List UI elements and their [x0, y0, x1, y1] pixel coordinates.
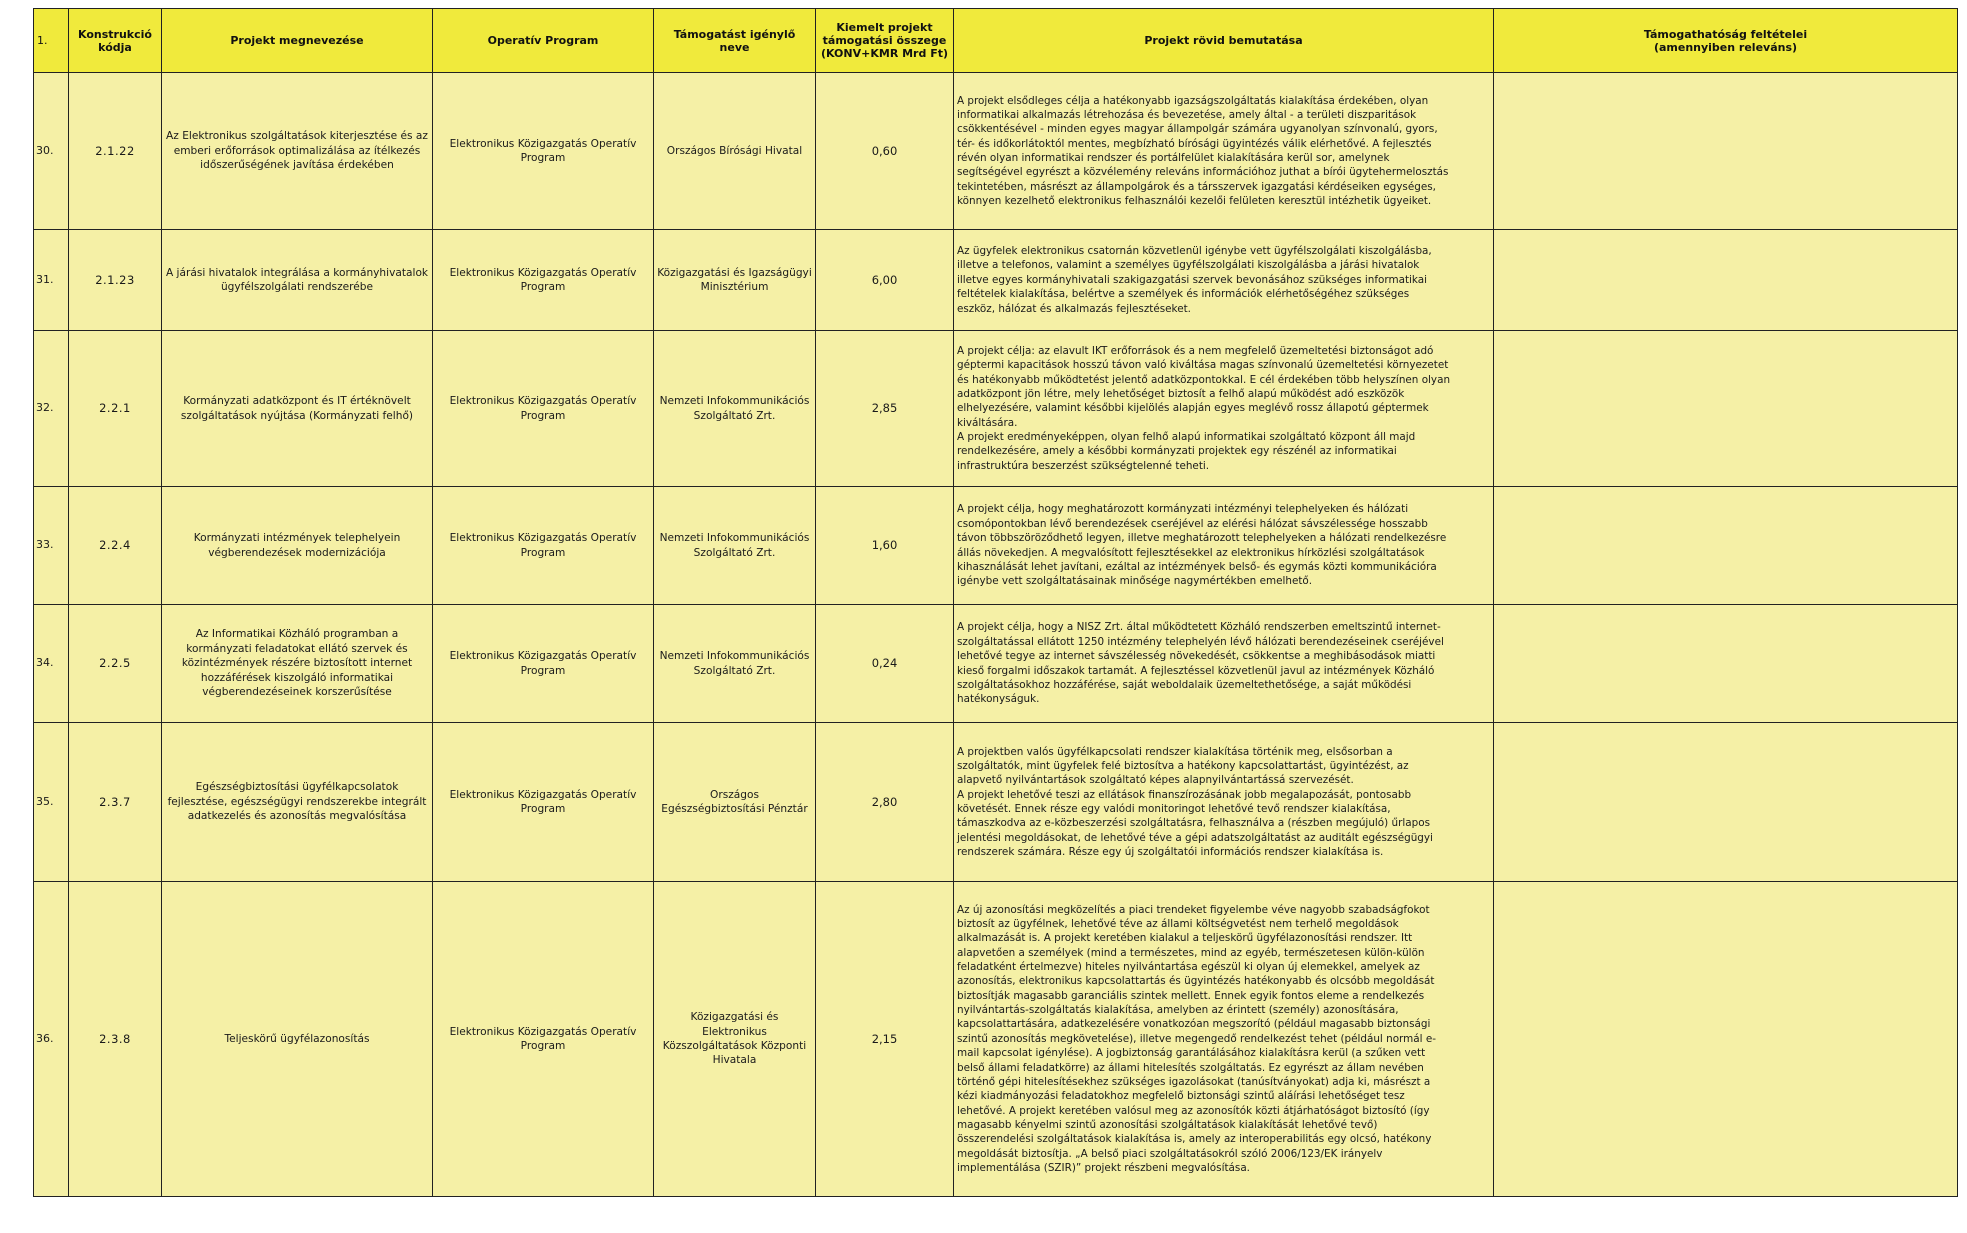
row-operative-program: Elektronikus Közigazgatás Operatív Program	[433, 331, 654, 487]
row-amount: 2,85	[816, 331, 954, 487]
row-conditions	[1494, 73, 1958, 230]
row-amount: 2,80	[816, 723, 954, 882]
row-num: 32.	[34, 331, 69, 487]
row-amount: 6,00	[816, 230, 954, 331]
header-operative-program: Operatív Program	[433, 9, 654, 73]
row-project-name: Az Informatikai Közháló programban a kormányzati feladatokat ellátó szervek és közintézmények részére biztosított internet hozzáférések kiszolgáló informatikai végberendezéseinek korszerűsítése	[162, 605, 433, 723]
page	[33, 8, 1958, 1197]
row-description-text: Az új azonosítási megközelítés a piaci trendeket figyelembe véve nagyobb szabadságfokot biztosít az ügyfélnek, lehetővé téve az állami költségvetést nem terhelő megoldások alkalmazását is. A projekt keretében kialakul a teljeskörű ügyfélazonosítási rendszer. Itt alapvetően a személyek (mind a természetes, mind az egyéb, természetesen külön-külön feladatként értelmezve) hiteles nyilvántartása egészül ki olyan új elemekkel, amelyek az azonosítás, elektronikus kapcsolattartás és ügyintézés hatékonyabb és olcsóbb megoldását biztosítják magasabb garanciális szintek mellett. Ennek egyik fontos eleme a rendelkezés nyilvántartás-szolgáltatás kialakítása, amelyben az érintett (személy) azonosítására, kapcsolattartására, adatkezelésére vonatkozóan megszorító (például magasabb biztonsági szintű azonosítás megkövetelése), illetve megengedő rendelkezést tehet (például normál e- mail kapcsolat igénylése). A jogbiztonság garantálásához kialakításra kerül (a szűken vett belső állami feladatkörre) az állami hitelesítés szolgáltatás. Ez egyrészt az állam nevében történő gépi hitelesítésekhez szükséges igazolásokat (tanúsítványokat) adja ki, másrészt a kézi kiadmányozási feladatokhoz megfelelő biztonsági szintű aláírási lehetőséget tesz lehetővé. A projekt keretében valósul meg az azonosítók közti átjárhatóságot biztosító (így magasabb kényelmi szintű azonosítási szolgáltatások kialakítását lehetővé tevő) összerendelési szolgáltatások kialakítása is, amely az interoperabilitás egy olcsó, hatékony megoldását biztosítja. „A belső piaci szolgáltatásokról szóló 2006/123/EK irányelv implementálása (SZIR)” projekt részbeni megvalósítása.	[957, 903, 1436, 1174]
row-code: 2.1.23	[69, 230, 162, 331]
header-conditions: Támogathatóság feltételei (amennyiben releváns)	[1494, 9, 1958, 73]
table-row	[34, 723, 1958, 882]
row-conditions	[1494, 230, 1958, 331]
row-description	[954, 331, 1494, 487]
row-code: 2.2.1	[69, 331, 162, 487]
row-project-name: Az Elektronikus szolgáltatások kiterjesztése és az emberi erőforrások optimalizálása az ítélkezés időszerűségének javítása érdekében	[162, 73, 433, 230]
row-applicant: Országos Bírósági Hivatal	[654, 73, 816, 230]
header-applicant: Támogatást igénylő neve	[654, 9, 816, 73]
table-row	[34, 230, 1958, 331]
row-description-text: A projektben valós ügyfélkapcsolati rendszer kialakítása történik meg, elsősorban a szolgáltatók, mint ügyfelek felé biztosítva a hatékony kapcsolattartást, ügyintézést, az alapvető nyilvántartások szolgáltató képes alapnyilvántartássá szervezését. A projekt lehetővé teszi az ellátások finanszírozásának jobb megalapozását, pontosabb követését. Ennek része egy valódi monitoringot lehetővé tevő rendszer kialakítása, támaszkodva az e-közbeszerzési szolgáltatásra, felhasználva a (részben megújuló) űrlapos jelentési megoldásokat, de lehetővé téve a gépi adatszolgáltatást az auditált egészségügyi rendszerek számára. Része egy új szolgáltatói információs rendszer kialakítása is.	[957, 745, 1433, 859]
row-num: 36.	[34, 882, 69, 1197]
row-description	[954, 723, 1494, 882]
row-description-text: A projekt célja, hogy a NISZ Zrt. által működtetett Közháló rendszerben emeltszintű internet- szolgáltatással ellátott 1250 intézmény telephelyén lévő hálózati berendezéseinek cseréjével lehetővé tegye az internet sávszélesség növekedését, csökkentse a meghibásodások miatti kieső forgalmi időszakok tartamát. A fejlesztéssel közvetlenül javul az intézmények Közháló szolgáltatásokhoz hozzáférése, saját weboldalaik üzemeltethetősége, a saját működési hatékonyságuk.	[957, 621, 1444, 706]
row-code: 2.3.8	[69, 882, 162, 1197]
header-num: 1.	[34, 9, 69, 73]
row-code: 2.2.5	[69, 605, 162, 723]
table-header	[34, 9, 1958, 73]
row-num: 34.	[34, 605, 69, 723]
row-project-name: Kormányzati adatközpont és IT értéknövelt szolgáltatások nyújtása (Kormányzati felhő)	[162, 331, 433, 487]
row-applicant: Nemzeti Infokommunikációs Szolgáltató Zrt.	[654, 331, 816, 487]
row-description	[954, 882, 1494, 1197]
row-conditions	[1494, 723, 1958, 882]
row-amount: 2,15	[816, 882, 954, 1197]
row-num: 31.	[34, 230, 69, 331]
row-applicant: Közigazgatási és Igazságügyi Minisztérium	[654, 230, 816, 331]
row-conditions	[1494, 882, 1958, 1197]
row-amount: 0,60	[816, 73, 954, 230]
row-operative-program: Elektronikus Közigazgatás Operatív Program	[433, 882, 654, 1197]
header-project-name: Projekt megnevezése	[162, 9, 433, 73]
row-operative-program: Elektronikus Közigazgatás Operatív Program	[433, 230, 654, 331]
header-amount: Kiemelt projekt támogatási összege (KONV+KMR Mrd Ft)	[816, 9, 954, 73]
table-row	[34, 882, 1958, 1197]
row-description-text: Az ügyfelek elektronikus csatornán közvetlenül igénybe vett ügyfélszolgálati kiszolgálásba, illetve a telefonos, valamint a személyes ügyfélszolgálati kiszolgálásba a járási hivatalok illetve egyes kormányhivatali szakigazgatási szervek bevonásához szükséges informatikai feltételek kialakítása, belértve a személyek és információk elérhetőségéhez szükséges eszköz, hálózat és alkalmazás fejlesztéseket.	[957, 245, 1432, 315]
row-operative-program: Elektronikus Közigazgatás Operatív Program	[433, 605, 654, 723]
row-description	[954, 73, 1494, 230]
row-conditions	[1494, 605, 1958, 723]
row-operative-program: Elektronikus Közigazgatás Operatív Program	[433, 73, 654, 230]
row-code: 2.2.4	[69, 487, 162, 605]
row-code: 2.3.7	[69, 723, 162, 882]
row-applicant: Nemzeti Infokommunikációs Szolgáltató Zrt.	[654, 487, 816, 605]
table-row	[34, 73, 1958, 230]
row-project-name: Egészségbiztosítási ügyfélkapcsolatok fejlesztése, egészségügyi rendszerekbe integrált adatkezelés és azonosítás megvalósítása	[162, 723, 433, 882]
row-conditions	[1494, 331, 1958, 487]
row-description-text: A projekt elsődleges célja a hatékonyabb igazságszolgáltatás kialakítása érdekében, olyan informatikai alkalmazás létrehozása és bevezetése, amely által - a területi diszparitások csökkentésével - minden egyes magyar állampolgár számára ugyanolyan színvonalú, gyors, tér- és időkorlátoktól mentes, megbízható bírósági ügyintézés válik elérhetővé. A fejlesztés révén olyan informatikai rendszer és portálfelület kialakítására kerül sor, amelynek segítségével egyrészt a közvélemény releváns információhoz juthat a bírói ügytehermelosztás tekintetében, másrészt az állampolgárok és a társszervek igazgatási kérdéseiken egységes, könnyen kezelhető elektronikus felhasználói kezelői felületen keresztül intézhetik ügyeiket.	[957, 94, 1449, 208]
row-project-name: Kormányzati intézmények telephelyein végberendezések modernizációja	[162, 487, 433, 605]
row-description	[954, 605, 1494, 723]
table-row	[34, 331, 1958, 487]
projects-table	[33, 8, 1958, 1197]
row-amount: 1,60	[816, 487, 954, 605]
row-amount: 0,24	[816, 605, 954, 723]
header-row	[34, 9, 1958, 73]
row-code: 2.1.22	[69, 73, 162, 230]
row-applicant: Országos Egészségbiztosítási Pénztár	[654, 723, 816, 882]
table-body	[34, 73, 1958, 1197]
row-operative-program: Elektronikus Közigazgatás Operatív Program	[433, 723, 654, 882]
row-project-name: Teljeskörű ügyfélazonosítás	[162, 882, 433, 1197]
row-applicant: Nemzeti Infokommunikációs Szolgáltató Zrt.	[654, 605, 816, 723]
row-description	[954, 230, 1494, 331]
row-num: 33.	[34, 487, 69, 605]
row-operative-program: Elektronikus Közigazgatás Operatív Program	[433, 487, 654, 605]
row-applicant: Közigazgatási és Elektronikus Közszolgáltatások Központi Hivatala	[654, 882, 816, 1197]
row-description-text: A projekt célja, hogy meghatározott kormányzati intézményi telephelyeken és hálózati csomópontokban lévő berendezések cseréjével az elérési hálózat sávszélessége hosszabb távon többszöröződhető legyen, illetve meghatározott telephelyeken a hálózati rendelkezésre állás növekedjen. A megvalósított fejlesztésekkel az elektronikus hírközlési szolgáltatások kihasználását lehet javítani, ezáltal az intézmények belső- és egymás közti kommunikációra igénybe vett szolgáltatásainak minősége nagymértékben emelhető.	[957, 503, 1447, 588]
header-code: Konstrukció kódja	[69, 9, 162, 73]
row-project-name: A járási hivatalok integrálása a kormányhivatalok ügyfélszolgálati rendszerébe	[162, 230, 433, 331]
row-description-text: A projekt célja: az elavult IKT erőforrások és a nem megfelelő üzemeltetési biztonságot adó géptermi kapacitások hosszú távon való kiváltása magas színvonalú üzemeltetési környezetet és hatékonyabb működtetést jelentő adatközpontokkal. E cél érdekében több helyszínen olyan adatközpont jön létre, mely lehetőséget biztosít a felhő alapú működést adó eszközök elhelyezésére, valamint későbbi kijelölés alapján egyes meglévő rossz állapotú géptermek kiváltására. A projekt eredményeképpen, olyan felhő alapú informatikai szolgáltató központ áll majd rendelkezésére, amely a későbbi kormányzati projektek egy részénél az informatikai infrastruktúra beszerzést szükségtelenné teheti.	[957, 344, 1451, 472]
row-num: 30.	[34, 73, 69, 230]
row-num: 35.	[34, 723, 69, 882]
header-description: Projekt rövid bemutatása	[954, 9, 1494, 73]
table-row	[34, 605, 1958, 723]
row-conditions	[1494, 487, 1958, 605]
row-description	[954, 487, 1494, 605]
table-row	[34, 487, 1958, 605]
